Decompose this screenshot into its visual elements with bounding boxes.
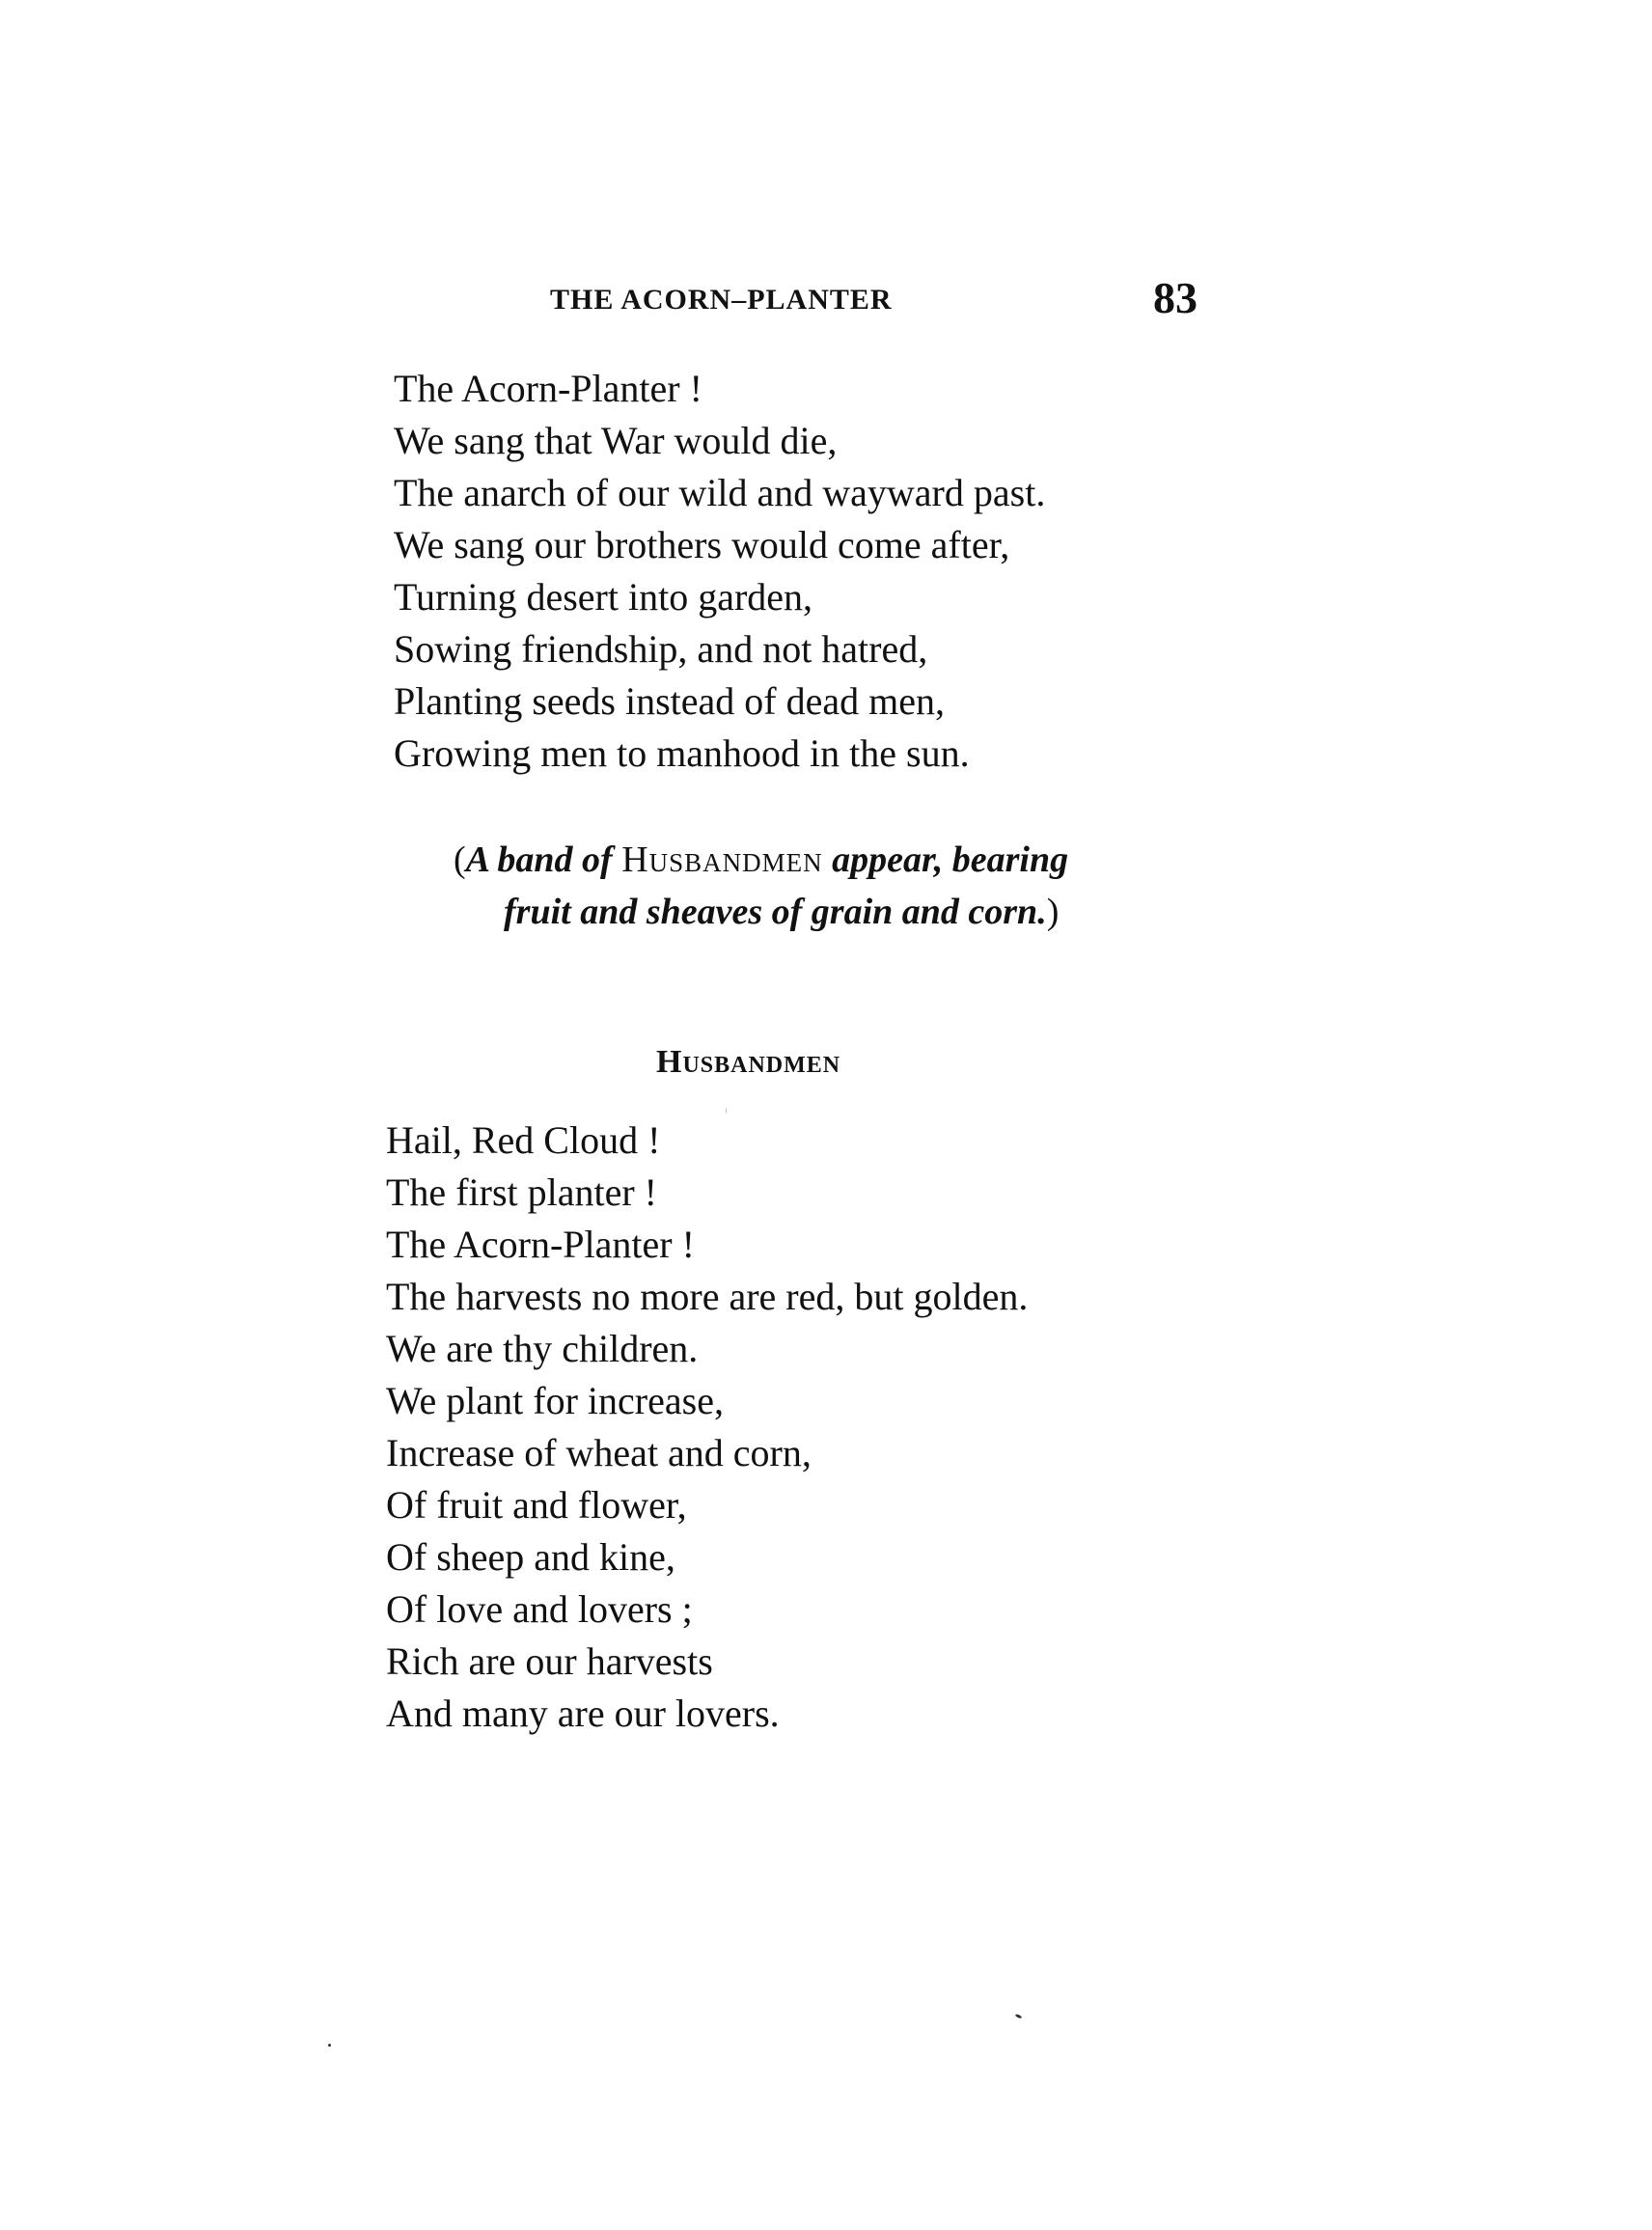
verse-line: Growing men to manhood in the sun.	[394, 731, 970, 775]
verse-line: The first planter !	[386, 1170, 657, 1214]
verse-line: Sowing friendship, and not hatred,	[394, 627, 928, 671]
stage-direction-text-a: A band of	[465, 840, 613, 880]
verse-line: The Acorn-Planter !	[386, 1223, 695, 1266]
verse-line: We plant for increase,	[386, 1379, 724, 1422]
verse-line: Increase of wheat and corn,	[386, 1431, 812, 1474]
verse-line: The Acorn-Planter !	[394, 367, 702, 410]
verse-line: We are thy children.	[386, 1327, 699, 1370]
verse-stanza-2	[386, 1115, 1028, 1740]
verse-line: Turning desert into garden,	[394, 575, 813, 619]
verse-line: Of love and lovers ;	[386, 1587, 693, 1631]
verse-line: And many are our lovers.	[386, 1692, 780, 1735]
stage-direction-line-2	[454, 886, 1322, 938]
stage-direction-text-b: appear, bearing	[832, 840, 1069, 880]
verse-line: The anarch of our wild and wayward past.	[394, 471, 1046, 514]
verse-line: The harvests no more are red, but golden.	[386, 1275, 1029, 1318]
close-paren: )	[1046, 892, 1060, 932]
verse-stanza-1	[394, 363, 1045, 780]
verse-line: Hail, Red Cloud !	[386, 1118, 661, 1162]
verse-line: We sang that War would die,	[394, 419, 838, 462]
scan-speck	[726, 1108, 727, 1114]
running-head: THE ACORN–PLANTER	[550, 284, 893, 316]
stage-direction	[454, 834, 1322, 938]
scan-speck	[328, 2044, 331, 2047]
verse-line: Rich are our harvests	[386, 1639, 713, 1683]
open-paren: (	[454, 840, 466, 880]
stage-direction-text-c: fruit and sheaves of grain and corn.	[504, 892, 1047, 932]
scan-speck	[1015, 2014, 1023, 2020]
stage-direction-husbandmen: Husbandmen	[621, 840, 823, 880]
stage-direction-line-1	[454, 834, 1322, 886]
verse-line: Of sheep and kine,	[386, 1535, 675, 1579]
verse-line: Of fruit and flower,	[386, 1483, 687, 1527]
page-number: 83	[1153, 273, 1198, 322]
verse-line: Planting seeds instead of dead men,	[394, 679, 945, 723]
verse-line: We sang our brothers would come after,	[394, 523, 1010, 566]
speaker-name: Husbandmen	[656, 1044, 841, 1080]
